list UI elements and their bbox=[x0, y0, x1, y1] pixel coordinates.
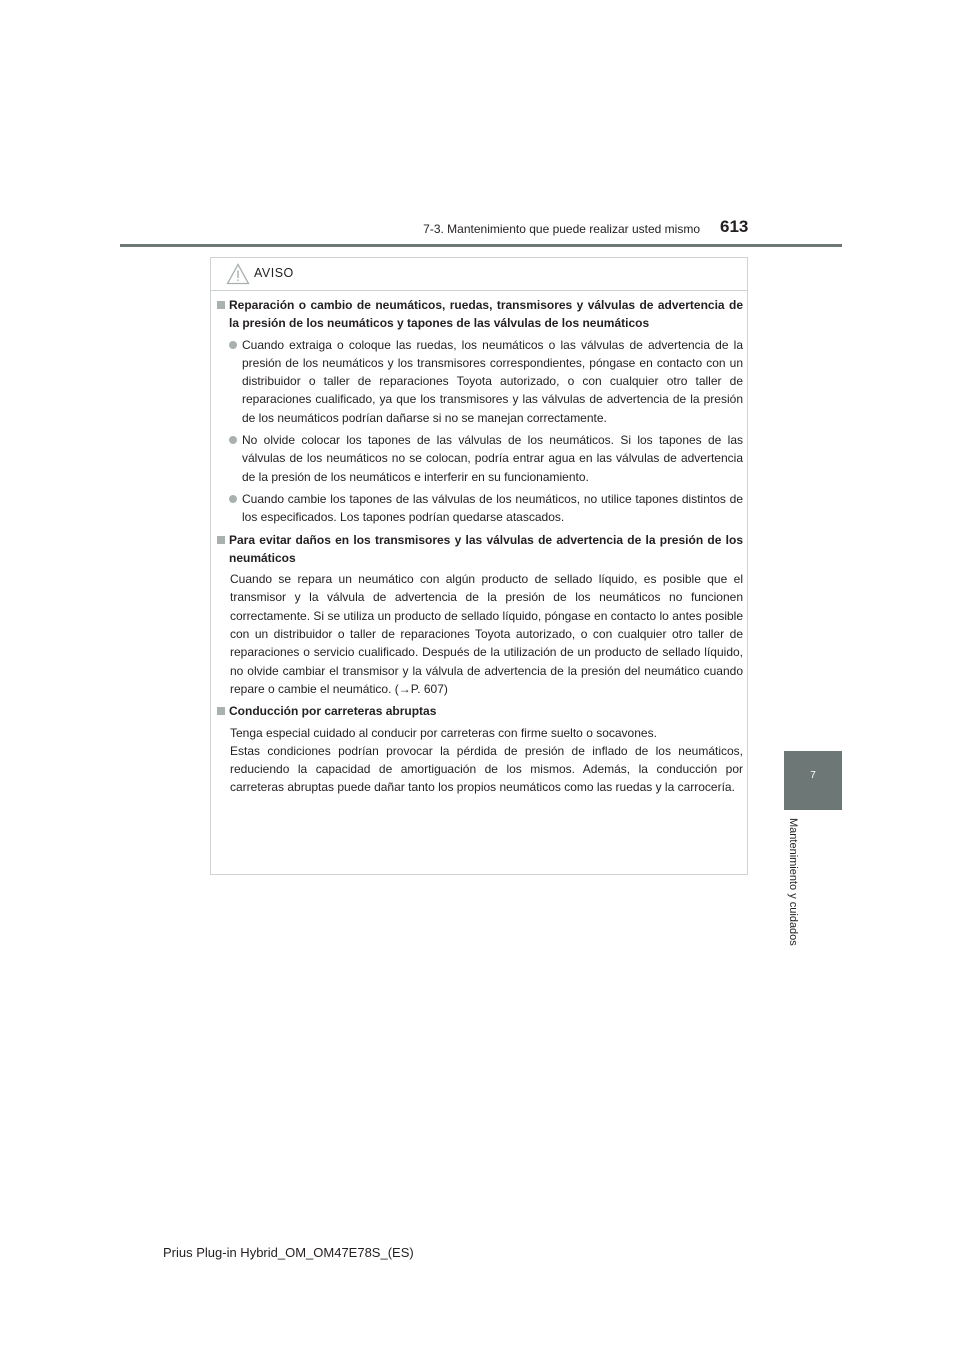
list-item: Cuando cambie los tapones de las válvulas de los neumáticos, no utilice tapones distintos de los especificados. Los tapones podrían quedarse atascados. bbox=[217, 490, 743, 527]
list-item: Cuando extraiga o coloque las ruedas, los neumáticos o las válvulas de advertencia de la presión de los neumáticos y los transmisores correspondientes, póngase en contacto con un distribuidor o taller de reparaciones Toyota autorizado, o con cualquier otro taller de reparaciones cualificado, ya que los transmisores y las válvulas de advertencia de la presión de los neumáticos podrían dañarse si no se manejan correctamente. bbox=[217, 336, 743, 427]
section-paragraph: Tenga especial cuidado al conducir por carreteras con firme suelto o socavones. bbox=[230, 725, 657, 740]
chapter-tab[interactable] bbox=[784, 751, 842, 810]
section-title: 7-3. Mantenimiento que puede realizar usted mismo bbox=[423, 222, 700, 236]
square-bullet-icon bbox=[217, 536, 225, 544]
circle-bullet-icon bbox=[229, 341, 237, 349]
chapter-label: Mantenimiento y cuidados bbox=[787, 818, 799, 946]
page-number: 613 bbox=[720, 217, 749, 236]
square-bullet-icon bbox=[217, 707, 225, 715]
chapter-number: 7 bbox=[810, 770, 816, 781]
warning-box bbox=[210, 257, 748, 875]
header-divider bbox=[120, 244, 842, 247]
warning-title: AVISO bbox=[254, 266, 294, 280]
document-id: Prius Plug-in Hybrid_OM_OM47E78S_(ES) bbox=[163, 1245, 414, 1260]
circle-bullet-icon bbox=[229, 495, 237, 503]
warning-triangle-icon bbox=[226, 263, 250, 285]
section-heading: Para evitar daños en los transmisores y las válvulas de advertencia de la presión de los neumáticos bbox=[217, 531, 743, 568]
list-item: No olvide colocar los tapones de las válvulas de los neumáticos. Si los tapones de las válvulas de los neumáticos no se colocan, podría entrar agua en las válvulas de advertencia de la presión de los neumáticos e interferir en su funcionamiento. bbox=[217, 431, 743, 486]
warning-body bbox=[217, 296, 743, 801]
section-heading: Conducción por carreteras abruptas bbox=[217, 702, 743, 720]
circle-bullet-icon bbox=[229, 436, 237, 444]
warning-header bbox=[211, 258, 747, 291]
square-bullet-icon bbox=[217, 301, 225, 309]
section-paragraph: Cuando se repara un neumático con algún producto de sellado líquido, es posible que el transmisor y la válvula de advertencia de la presión de los neumáticos no funcionen correctamente. Si se utiliza un producto de sellado líquido, póngase en contacto lo antes posible con un distribuidor o taller de reparaciones Toyota autorizado, o con cualquier otro taller de reparaciones o servicio cualificado. Después de la utilización de un producto de sellado líquido, no olvide cambiar el transmisor y la válvula de advertencia de la presión del neumático cuando repare o cambie el neumático. (→P. 607) bbox=[230, 572, 743, 696]
section-heading: Reparación o cambio de neumáticos, ruedas, transmisores y válvulas de advertencia de la presión de los neumáticos y tapones de las válvulas de los neumáticos bbox=[217, 296, 743, 333]
section-paragraph: Estas condiciones podrían provocar la pérdida de presión de inflado de los neumáticos, reduciendo la capacidad de amortiguación de los mismos. Además, la conducción por carreteras abruptas puede dañar tanto los propios neumáticos como las ruedas y la carrocería. bbox=[230, 743, 743, 795]
